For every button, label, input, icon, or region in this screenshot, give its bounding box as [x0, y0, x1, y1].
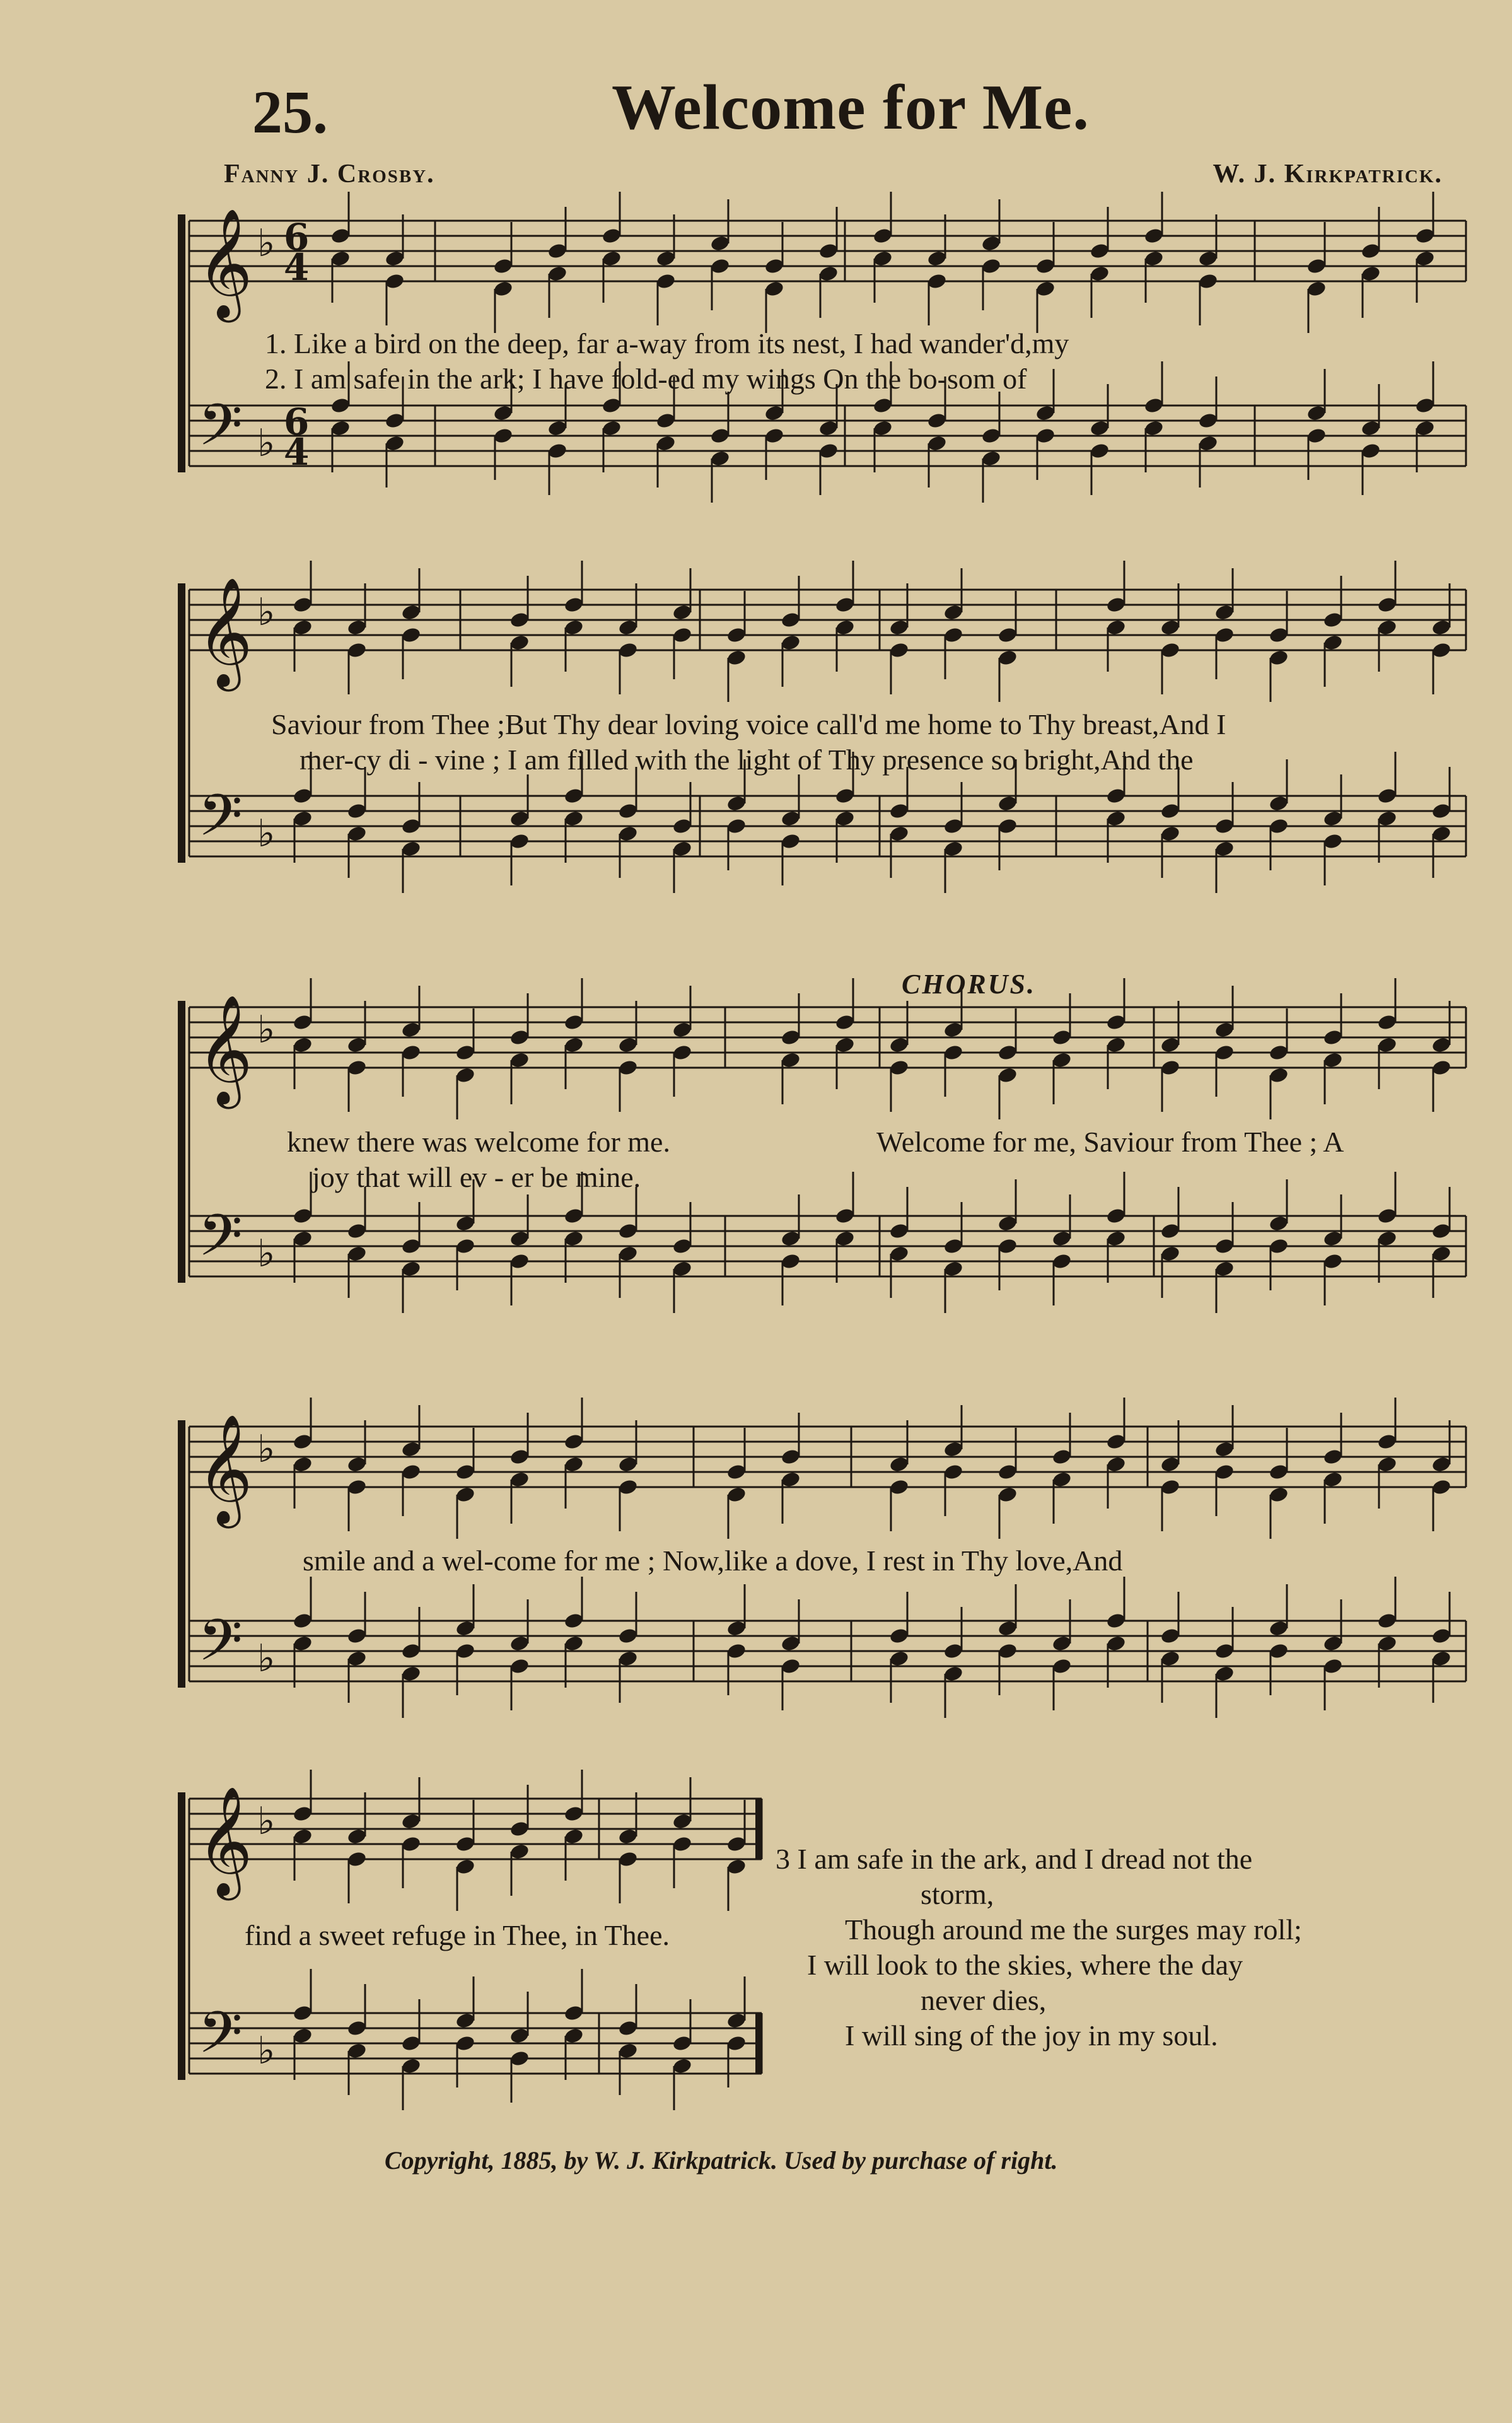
hymn-number: 25.: [252, 78, 328, 146]
final-barline: [755, 1799, 762, 1859]
lyric-s3-l1: knew there was welcome for me.: [287, 1126, 670, 1158]
flat-icon: ♭: [257, 1799, 276, 1843]
verse3-line-5: never dies,: [921, 1984, 1047, 2016]
treble-clef-icon: 𝄞: [197, 1786, 253, 1896]
lyric-s1-l1: 1. Like a bird on the deep, far a-way from its nest, I had wander'd,my: [265, 327, 1069, 359]
verse3-line-3: Though around me the surges may roll;: [845, 1913, 1302, 1946]
time-signature: 4: [284, 246, 310, 289]
time-signature: 6: [284, 400, 310, 443]
lyric-s3-l2: joy that will ev - er be mine.: [312, 1161, 641, 1193]
treble-clef-icon: 𝄞: [197, 208, 253, 318]
lyric-s2-l2: mer-cy di - vine ; I am filled with the light of Thy presence so bright,And the: [299, 744, 1194, 776]
lyric-s2-l1: Saviour from Thee ;But Thy dear loving voice call'd me home to Thy breast,And I: [271, 708, 1226, 740]
system-brace: [178, 214, 185, 472]
lyric-s3-chorus: Welcome for me, Saviour from Thee ; A: [876, 1126, 1344, 1158]
flat-icon: ♭: [257, 1637, 276, 1681]
verse3-line-6: I will sing of the joy in my soul.: [845, 2019, 1218, 2052]
lyric-s1-l2: 2. I am safe in the ark; I have fold-ed my wings On the bo-som of: [265, 363, 1027, 395]
verse3-line-1: 3 I am safe in the ark, and I dread not the: [776, 1843, 1253, 1875]
flat-icon: ♭: [257, 1008, 276, 1052]
system-brace: [178, 1001, 185, 1283]
flat-icon: ♭: [257, 1232, 276, 1276]
time-signature: 4: [284, 431, 310, 474]
flat-icon: ♭: [257, 590, 276, 634]
verse3-line-2: storm,: [921, 1878, 994, 1910]
hymn-title: Welcome for Me.: [612, 72, 1090, 143]
bass-clef-icon: 𝄢: [198, 782, 243, 863]
bass-clef-icon: 𝄢: [198, 392, 243, 472]
treble-clef-icon: 𝄞: [197, 1414, 253, 1524]
treble-clef-icon: 𝄞: [197, 995, 253, 1104]
composer-credit: W. J. Kirkpatrick.: [1213, 160, 1443, 189]
verse-3-text: [776, 1842, 1302, 2053]
author-credit: Fanny J. Crosby.: [224, 160, 435, 189]
flat-icon: ♭: [257, 421, 276, 465]
flat-icon: ♭: [257, 1427, 276, 1471]
lyric-s4-l1: smile and a wel-come for me ; Now,like a dove, I rest in Thy love,And: [303, 1544, 1123, 1577]
time-signature: 6: [284, 216, 310, 259]
verse3-line-4: I will look to the skies, where the day: [807, 1949, 1243, 1981]
chorus-label: CHORUS.: [902, 969, 1036, 1000]
flat-icon: ♭: [257, 221, 276, 266]
bass-clef-icon: 𝄢: [198, 1999, 243, 2080]
lyric-s5-l1: find a sweet refuge in Thee, in Thee.: [245, 1919, 670, 1951]
system-brace: [178, 1420, 185, 1688]
flat-icon: ♭: [257, 812, 276, 856]
copyright-notice: Copyright, 1885, by W. J. Kirkpatrick. Used by purchase of right.: [385, 2146, 1058, 2175]
system-brace: [178, 1792, 185, 2080]
bass-clef-icon: 𝄢: [198, 1202, 243, 1283]
treble-clef-icon: 𝄞: [197, 577, 253, 687]
bass-clef-icon: 𝄢: [198, 1607, 243, 1688]
flat-icon: ♭: [257, 2029, 276, 2073]
system-brace: [178, 583, 185, 863]
final-barline: [755, 2013, 762, 2074]
